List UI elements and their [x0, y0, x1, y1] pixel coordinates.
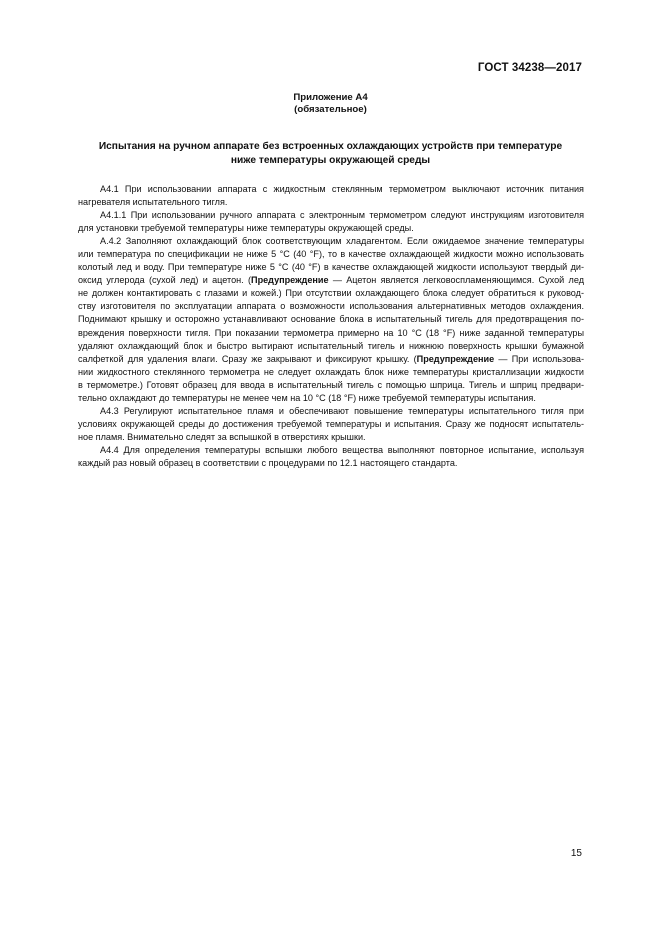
text-line	[78, 353, 584, 366]
warning-label: Предупреждение	[251, 275, 329, 286]
text-line: А4.3 Регулируют испытательное пламя и обеспечивают повышение температуры испытательного тигля при	[100, 405, 584, 416]
text-line: А4.1 При использовании аппарата с жидкостным стеклянным термометром выключают источник питания	[100, 184, 584, 194]
paragraph-a4-1	[78, 183, 584, 209]
section-title-line: Испытания на ручном аппарате без встроенных охлаждающих устройств при температуре	[98, 141, 563, 152]
text-line: Поднимают крышку и осторожно устанавливают основание блока в испытательный тигель для предотвращения по-	[78, 314, 584, 325]
text-line: нии жидкостного стеклянного термометра не следует охлаждать блок ниже температуры кристаллизации жидкости	[78, 366, 584, 377]
text-fragment: — При использова-	[494, 353, 584, 364]
text-fragment: оксид углерода (сухой лед) и ацетон. (	[78, 275, 252, 286]
body-text	[78, 183, 584, 470]
text-line: ству изготовителя по эксплуатации аппарата о возможности использования альтернативных методов охлаждения.	[78, 301, 584, 312]
section-title	[78, 140, 583, 167]
text-line: или температура по спецификации не ниже 5 °C (40 °F), то в качестве охлаждающей жидкости можно использовать	[78, 249, 584, 260]
text-line: каждый раз новый образец в соответствии с процедурами по 12.1 настоящего стандарта.	[78, 457, 458, 468]
text-line: нагревателя испытательного тигля.	[78, 197, 228, 208]
standard-code: ГОСТ 34238—2017	[477, 62, 582, 74]
appendix-status: (обязательное)	[294, 104, 367, 115]
paragraph-a4-2	[78, 235, 584, 405]
page-number: 15	[570, 848, 582, 859]
text-line: удаляют охлаждающий блок и быстро вытирают испытательный тигель и нижнюю поверхность крышки бумажной	[78, 340, 584, 351]
paragraph-a4-4	[78, 444, 584, 470]
text-fragment: — Ацетон является легковоспламеняющимся. Сухой лед	[328, 275, 584, 286]
text-line: в термометре.) Готовят образец для ввода в испытательный тигель с помощью шприца. Тигель и шприц предвари-	[78, 379, 584, 390]
text-line: вреждения поверхности тигля. При показании термометра примерно на 10 °C (18 °F) ниже заданной температуры	[78, 327, 584, 338]
paragraph-a4-3	[78, 405, 584, 444]
text-line: не должен контактировать с глазами и кожей.) При отсутствии охлаждающего блока следует обратиться к руковод-	[78, 288, 584, 299]
text-line: колотый лед и воду. При температуре ниже 5 °C (40 °F) в качестве охлаждающей жидкости используют твердый ди-	[78, 262, 584, 273]
text-line: ное пламя. Внимательно следят за вспышкой в отверстиях крышки.	[78, 431, 366, 442]
text-line: тельно охлаждают до температуры не менее чем на 10 °C (18 °F) ниже требуемой температуры испытания.	[78, 392, 536, 403]
warning-label: Предупреждение	[416, 353, 495, 364]
paragraph-a4-1-1	[78, 209, 584, 235]
text-line: условиях окружающей среды до достижения требуемой температуры и испытания. Сразу же подносят испытатель-	[78, 418, 584, 429]
text-line: А.4.2 Заполняют охлаждающий блок соответствующим хладагентом. Если ожидаемое значение температуры	[100, 236, 584, 247]
section-title-line: ниже температуры окружающей среды	[230, 154, 431, 166]
text-line: А4.4 Для определения температуры вспышки любого вещества выполняют повторное испытание, используя	[100, 444, 584, 455]
text-line: А4.1.1 При использовании ручного аппарата с электронным термометром следуют инструкциям изготовителя	[100, 210, 584, 221]
appendix-heading	[0, 92, 661, 116]
text-line: для установки требуемой температуры ниже температуры окружающей среды.	[78, 223, 414, 234]
text-line	[78, 274, 584, 287]
text-fragment: салфеткой для удаления влаги. Сразу же закрывают и фиксируют крышку. (	[78, 353, 417, 364]
appendix-name: Приложение А4	[293, 92, 368, 103]
